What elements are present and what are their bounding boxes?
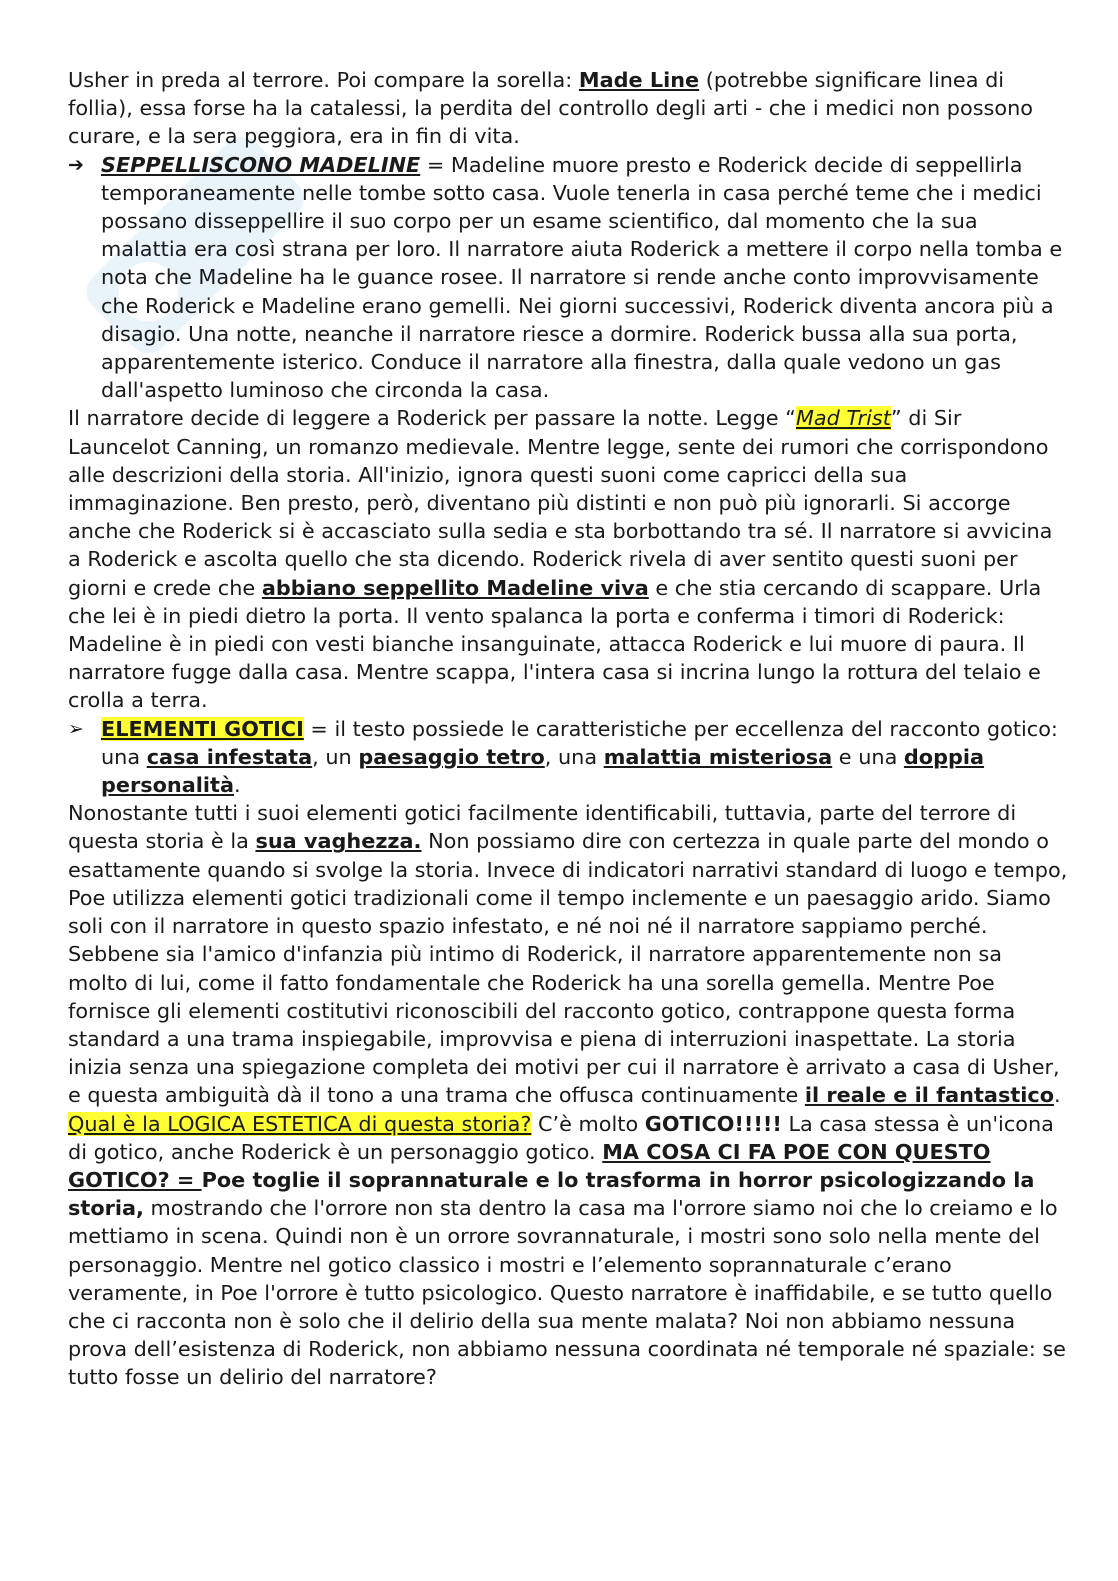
text: mostrando che l'orrore non sta dentro la casa ma l'orrore siamo noi che lo creiamo e lo mettiamo in scena. Quindi non è un orrore sovrannaturale, i mostri sono solo nella mente del personaggio. Mentre nel gotico classico i mostri e l’elemento soprannaturale c’erano veramente, in Poe l'orrore è tutto psicologico. Questo narratore è inaffidabile, e se tutto quello che ci racconta non è solo che il delirio della sua mente malata? Noi non abbiamo nessuna prova dell’esistenza di Roderick, non abbiamo nessuna coordinata né temporale né spaziale: se tutto fosse un delirio del narratore? bbox=[68, 1196, 1066, 1390]
text: , un bbox=[312, 744, 359, 769]
text: e che stia cercando di scappare. Urla che lei è in piedi dietro la porta. Il vento spalanca la porta e conferma i timori di Roderick: Madeline è in piedi con vesti bianche insanguinate, attacca Roderick e lui muore di paura. Il narratore fugge dalla casa. Mentre scappa, l'intera casa si incrina lungo la rottura del telaio e crolla a terra. bbox=[68, 575, 1042, 713]
reale-term: il reale e il fantastico bbox=[804, 1083, 1055, 1108]
seppellito-highlight: abbiano seppellito Madeline viva bbox=[261, 575, 649, 600]
poe-toglie-statement: Poe toglie il soprannaturale e lo trasforma in horror psicologizzando la storia, bbox=[68, 1167, 1035, 1221]
bullet-title: ELEMENTI GOTICI bbox=[101, 716, 304, 741]
text: , una bbox=[544, 744, 604, 769]
term-doppia: doppia personalità bbox=[101, 744, 985, 798]
ma-cosa-question: MA COSA CI FA POE CON QUESTO GOTICO? = bbox=[68, 1139, 991, 1192]
bullet-seppelliscono bbox=[68, 151, 1068, 405]
paragraph-mad-trist bbox=[68, 404, 1068, 714]
gotico-term: GOTICO!!!!! bbox=[644, 1111, 782, 1136]
text: ” di Sir Launcelot Canning, un romanzo medievale. Mentre legge, sente dei rumori che corrispondono alle descrizioni della storia. All'inizio, ignora questi suoni come capricci della sua immaginazione. Ben presto, però, diventano più distinti e non può più ignorarli. Si accorge anche che Roderick si è accasciato sulla sedia e sta borbottando tra sé. Il narratore si avvicina a Roderick e ascolta quello che sta dicendo. Roderick rivela di aver sentito questi suoni per giorni e crede che bbox=[68, 406, 1053, 600]
text: Il narratore decide di leggere a Roderick per passare la notte. Legge “ bbox=[68, 406, 796, 431]
chevron-bullet-icon: ➢ bbox=[68, 717, 84, 740]
vaghezza-term: sua vaghezza. bbox=[255, 829, 422, 854]
document-page bbox=[68, 66, 1068, 1392]
paragraph-intro bbox=[68, 66, 1068, 151]
paragraph-logica-estetica bbox=[68, 1110, 1068, 1392]
mad-trist-title: Mad Trist bbox=[795, 406, 891, 431]
text: . bbox=[1054, 1083, 1061, 1108]
text: . bbox=[234, 773, 241, 798]
text: Nonostante tutti i suoi elementi gotici facilmente identificabili, tuttavia, parte del terrore di questa storia è la bbox=[68, 801, 1017, 854]
bullet-text: = Madeline muore presto e Roderick decide di seppellirla temporaneamente nelle tombe sotto casa. Vuole tenerla in casa perché teme che i medici possano disseppellire il suo corpo per un esame scientifico, dal momento che la sua malattia era così strana per loro. Il narratore aiuta Roderick a mettere il corpo nella tomba e nota che Madeline ha le guance rosee. Il narratore si rende anche conto improvvisamente che Roderick e Madeline erano gemelli. Nei giorni successivi, Roderick diventa ancora più a disagio. Una notte, neanche il narratore riesce a dormire. Roderick bussa alla sua porta, apparentemente isterico. Conduce il narratore alla finestra, dalla quale vedono un gas dall'aspetto luminoso che circonda la casa. bbox=[101, 152, 1063, 403]
text: La casa stessa è un'icona di gotico, anche Roderick è un personaggio gotico. bbox=[68, 1111, 1054, 1164]
text: Usher in preda al terrore. Poi compare la sorella: bbox=[68, 68, 579, 92]
text: C’è molto bbox=[531, 1111, 645, 1136]
bullet-elementi-gotici bbox=[68, 715, 1068, 800]
text: Non possiamo dire con certezza in quale parte del mondo o esattamente quando si svolge la storia. Invece di indicatori narrativi standard di luogo e tempo, Poe utilizza elementi gotici tradizionali come il tempo inclemente e un paesaggio arido. Siamo soli con il narratore in questo spazio infestato, e né noi né il narratore sappiamo perché. Sebbene sia l'amico d'infanzia più intimo di Roderick, il narratore apparentemente non sa molto di lui, come il fatto fondamentale che Roderick ha una sorella gemella. Mentre Poe fornisce gli elementi costitutivi riconoscibili del racconto gotico, contrappone questa forma standard a una trama inspiegabile, improvvisa e piena di interruzioni inaspettate. La storia inizia senza una spiegazione completa dei motivi per cui il narratore è arrivato a casa di Usher, e questa ambiguità dà il tono a una trama che offusca continuamente bbox=[68, 829, 1068, 1108]
text: (potrebbe significare linea di follia), essa forse ha la catalessi, la perdita del controllo degli arti - che i medici non possono curare, e la sera peggiora, era in fin di vita. bbox=[68, 68, 1033, 149]
paragraph-vaghezza bbox=[68, 799, 1068, 1109]
text: = il testo possiede le caratteristiche per eccellenza del racconto gotico: una bbox=[101, 716, 1058, 769]
question-highlight: Qual è la LOGICA ESTETICA di questa storia? bbox=[68, 1111, 532, 1136]
term-casa: casa infestata bbox=[146, 744, 313, 769]
term-paesaggio: paesaggio tetro bbox=[358, 744, 545, 769]
text: e una bbox=[832, 744, 904, 769]
bullet-title: SEPPELLISCONO MADELINE bbox=[101, 152, 421, 177]
term-malattia: malattia misteriosa bbox=[603, 744, 833, 769]
made-line-term: Made Line bbox=[578, 68, 700, 92]
arrow-bullet-icon: ➔ bbox=[68, 153, 84, 176]
